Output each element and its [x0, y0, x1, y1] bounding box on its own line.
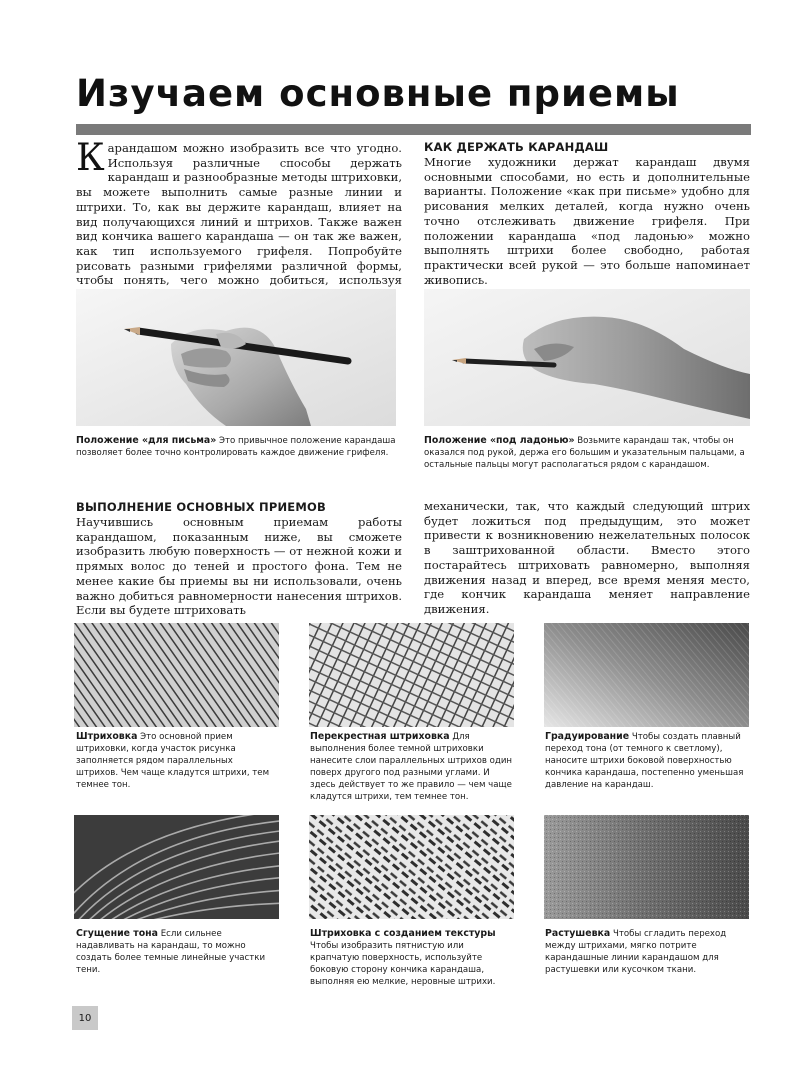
technique-tone-desc: Если сильнее надавливать на карандаш, то можно создать более темные линейные участки тени.	[76, 929, 266, 975]
page-title: Изучаем основные приемы	[76, 72, 680, 115]
technique-crosshatching-name: Перекрестная штриховка	[310, 731, 450, 742]
photo-writing-grip	[76, 289, 396, 426]
execution-section-title: ВЫПОЛНЕНИЕ ОСНОВНЫХ ПРИЕМОВ	[76, 500, 326, 514]
intro-text: арандашом можно изобразить все что угодно. Используя различные способы держать карандаш и разнообразные методы штриховки, вы можете выполнить самые разные линии и штрихи. То, как вы держите карандаш, влияет на вид получающихся линий и штрихов. Также важен вид кончика вашего карандаша — он так же важен, как тип используемого грифеля. Попробуйте рисовать разными грифелями различной формы, чтобы понять, чего можно добиться, используя	[76, 141, 402, 288]
holding-section-text: Многие художники держат карандаш двумя основными способами, но есть и дополнительные варианты. Положение «как при письме» удобно для рисования мелких деталей, когда нужно очень точно отслеживать движение грифеля. При положении карандаша «под ладонью» можно выполнять штрихи более свободно, работая практически всей рукой — это больше напоминает живопись.	[424, 155, 750, 287]
photo-writing-caption-text: Это привычное положение карандаша позволяет более точно контролировать каждое движение грифеля.	[76, 436, 396, 458]
technique-gradation-caption	[545, 731, 750, 791]
page-number: 10	[72, 1006, 98, 1030]
execution-text-right: механически, так, что каждый следующий штрих будет ложиться под предыдущим, это может привести к возникновению нежелательных полосок в заштрихованной области. Вместо этого постарайтесь штриховать равномерно, выполняя движения назад и вперед, все время меняя место, где кончик карандаша меняет направление движения.	[424, 499, 750, 616]
technique-hatching-desc: Это основной прием штриховки, когда участок рисунка заполняется рядом параллельных штрихов. Чем чаще кладутся штрихи, тем темнее тон.	[76, 732, 270, 790]
photo-underhand-grip	[424, 289, 750, 426]
technique-blending-desc: Чтобы сгладить переход между штрихами, мягко потрите карандашные линии карандашом для растушевки или кусочком ткани.	[545, 929, 727, 975]
swatch-tone-thickening	[74, 815, 279, 919]
technique-texture-caption	[310, 928, 515, 988]
technique-texture-desc: Чтобы изобразить пятнистую или крапчатую поверхность, используйте боковую сторону кончика карандаша, выполняя ею мелкие, неровные штрихи.	[310, 941, 496, 987]
photo-writing-caption	[76, 435, 406, 459]
technique-gradation-desc: Чтобы создать плавный переход тона (от темного к светлому), наносите штрихи боковой поверхностью кончика карандаша, постепенно уменьшая давление на карандаш.	[545, 732, 744, 790]
holding-section-title: КАК ДЕРЖАТЬ КАРАНДАШ	[424, 140, 609, 154]
photo-underhand-caption-bold: Положение «под ладонью»	[424, 435, 575, 446]
swatch-hatching	[74, 623, 279, 727]
technique-hatching-caption	[76, 731, 276, 791]
swatch-texture	[309, 815, 514, 919]
technique-crosshatching-desc: Для выполнения более темной штриховки нанесите слои параллельных штрихов один поверх другого под разными углами. И здесь действует то же правило — чем чаще кладутся штрихи, тем темнее тон.	[310, 732, 513, 802]
swatch-blending	[544, 815, 749, 919]
technique-texture-name: Штриховка с созданием текстуры	[310, 928, 496, 939]
execution-text-left: Научившись основным приемам работы карандашом, показанным ниже, вы сможете изобразить любую поверхность — от нежной кожи и прямых волос до теней и простого фона. Тем не менее какие бы приемы вы ни использовали, очень важно добиться равномерности нанесения штрихов. Если вы будете штриховать	[76, 515, 402, 618]
swatch-crosshatching	[309, 623, 514, 727]
technique-gradation-name: Градуирование	[545, 731, 630, 742]
technique-tone-name: Сгущение тона	[76, 928, 158, 939]
photo-underhand-caption	[424, 435, 750, 471]
technique-hatching-name: Штриховка	[76, 731, 138, 742]
title-rule	[76, 124, 751, 135]
photo-underhand-caption-text: Возьмите карандаш так, чтобы он оказался под рукой, держа его большим и указательным пальцами, а остальные пальцы могут располагаться рядом с карандашом.	[424, 436, 745, 470]
technique-tone-caption	[76, 928, 276, 976]
technique-crosshatching-caption	[310, 731, 515, 803]
drop-cap: К	[76, 136, 105, 179]
technique-blending-name: Растушевка	[545, 928, 611, 939]
technique-blending-caption	[545, 928, 750, 976]
photo-writing-caption-bold: Положение «для письма»	[76, 435, 217, 446]
swatch-gradation	[544, 623, 749, 727]
intro-paragraph	[76, 136, 402, 303]
